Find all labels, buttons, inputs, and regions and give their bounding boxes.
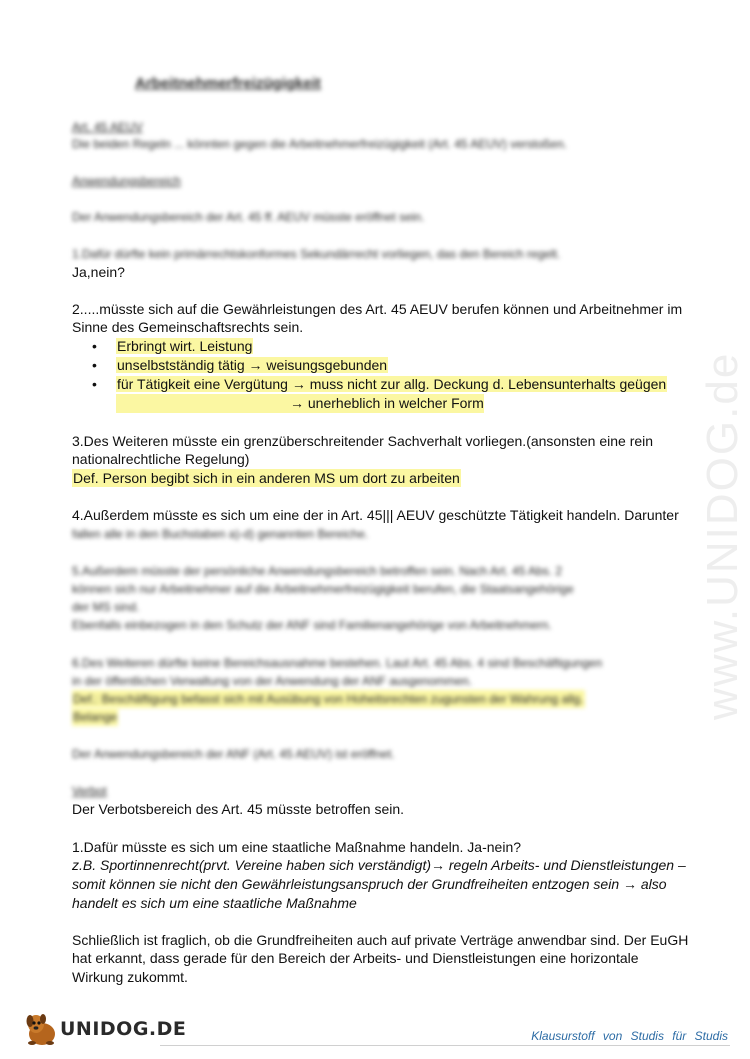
paragraph-3-definition: Def. Person begibt sich in ein anderen MS um dort zu arbeiten (73, 470, 460, 486)
bullet-text: für Tätigkeit eine Vergütung → muss nicht zur allg. Deckung d. Lebensunterhalts geügen (117, 376, 667, 392)
footer-tagline: Klausurstoff von Studis für Studis (531, 1029, 728, 1043)
anwendungsbereich-conclusion: Der Anwendungsbereich der ANF (Art. 45 AEUV) ist eröffnet. (72, 747, 395, 761)
verbot-1-example-line-2: somit können sie nicht den Gewährleistungsanspruch der Grundfreiheiten entzogen sein → also (72, 876, 667, 892)
paragraph-1-line-1: 1.Dafür dürfte kein primärrechtskonformes Sekundärrecht vorliegen, das den Bereich regelt. (72, 247, 561, 261)
paragraph-5-line-3: der MS sind. (72, 600, 140, 614)
criteria-list (92, 337, 672, 413)
paragraph-6-line-1: 6.Des Weiteren dürfte keine Bereichsausnahme bestehen. Laut Art. 45 Abs. 4 sind Beschäftigungen (72, 656, 603, 670)
paragraph-1-line-2: Ja,nein? (72, 264, 125, 280)
paragraph-4-line-2: fallen alle in den Buchstaben a)-d) genannten Bereiche. (72, 527, 369, 541)
anwendungsbereich-heading: Anwendungsbereich (72, 174, 181, 188)
paragraph-3-line-1: 3.Des Weiteren müsste ein grenzüberschreitender Sachverhalt vorliegen.(ansonsten eine rein (72, 433, 654, 449)
anwendungsbereich-text: Der Anwendungsbereich der Art. 45 ff. AEUV müsste eröffnet sein. (72, 210, 425, 224)
verbot-text: Der Verbotsbereich des Art. 45 müsste betroffen sein. (72, 801, 405, 817)
paragraph-5-line-4: Ebenfalls einbezogen in den Schutz der ANF sind Familienangehörige von Arbeitnehmern. (72, 618, 552, 632)
bullet-text-continuation: → unerheblich in welcher Form (116, 394, 484, 413)
verbot-1-example-line-3: handelt es sich um eine staatliche Maßnahme (72, 895, 357, 911)
bullet-icon: • (92, 376, 97, 392)
document-title: Arbeitnehmerfreizügigkeit (135, 75, 321, 92)
paragraph-5-line-2: können sich nur Arbeitnehmer auf die Arbeitnehmerfreizügigkeit berufen, die Staatsangehörige (72, 582, 574, 596)
paragraph-2-line-2: Sinne des Gemeinschaftsrechts sein. (72, 319, 304, 335)
paragraph-6-line-2: in der öffentlichen Verwaltung von der Anwendung der ANF ausgenommen. (72, 674, 473, 688)
paragraph-5-line-1: 5.Außerdem müsste der persönliche Anwendungsbereich betroffen sein. Nach Art. 45 Abs. 2 (72, 564, 563, 578)
art-text: Die beiden Regeln ... könnten gegen die Arbeitnehmerfreizügigkeit (Art. 45 AEUV) verstoßen. (72, 137, 567, 151)
paragraph-4-line-1: 4.Außerdem müsste es sich um eine der in Art. 45||| AEUV geschützte Tätigkeit handeln. Darunter (72, 507, 679, 523)
list-item-continuation (92, 394, 672, 413)
bullet-text: unselbstständig tätig → weisungsgebunden (117, 357, 388, 373)
list-item (92, 337, 672, 356)
unidog-logo (22, 1010, 187, 1048)
paragraph-2-line-1: 2.....müsste sich auf die Gewährleistungen des Art. 45 AEUV berufen können und Arbeitnehmer im (72, 301, 683, 317)
dog-icon (22, 1010, 62, 1048)
bullet-icon: • (92, 357, 97, 373)
list-item (92, 375, 672, 394)
final-line-3: Wirkung zukommt. (72, 969, 188, 985)
final-line-1: Schließlich ist fraglich, ob die Grundfreiheiten auch auf private Verträge anwendbar sind. Der EuGH (72, 932, 689, 948)
paragraph-6-definition-line-1: Def.: Beschäftigung befasst sich mit Ausübung von Hoheitsrechten zugunsten der Wahrung allg. (73, 692, 584, 706)
list-item (92, 356, 672, 375)
paragraph-3-line-2: nationalrechtliche Regelung) (72, 451, 250, 467)
bullet-icon: • (92, 338, 97, 354)
verbot-1-line-1: 1.Dafür müsste es sich um eine staatliche Maßnahme handeln. Ja-nein? (72, 839, 522, 855)
bullet-text: Erbringt wirt. Leistung (117, 338, 253, 354)
verbot-heading: Verbot (72, 784, 107, 798)
footer-rule (160, 1045, 730, 1046)
logo-text: UNIDOG.DE (60, 1018, 187, 1040)
final-line-2: hat erkannt, dass gerade für den Bereich der Arbeits- und Dienstleistungen eine horizontale (72, 950, 639, 966)
verbot-1-example-line-1: z.B. Sportinnenrecht(prvt. Vereine haben sich verständigt)→ regeln Arbeits- und Dienstleistungen – (72, 857, 686, 873)
paragraph-6-definition-line-2: Belange (73, 710, 118, 724)
watermark: www.UNIDOG.de (698, 351, 747, 720)
art-heading: Art. 45 AEUV (72, 120, 143, 134)
